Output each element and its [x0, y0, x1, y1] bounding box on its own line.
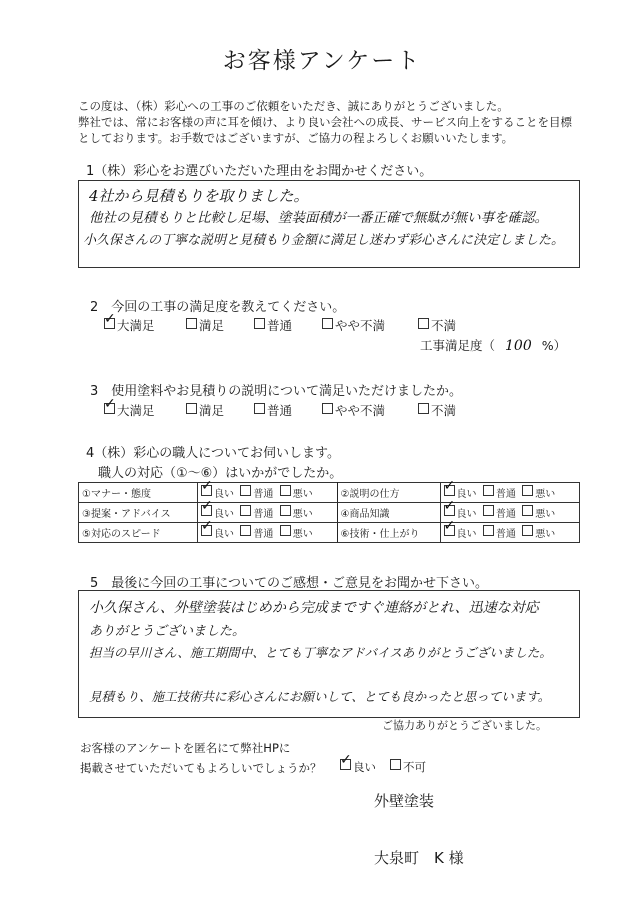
publish-question-line-2: 掲載させていただいてもよろしいでしょうか？ [80, 761, 322, 775]
q3-option-5[interactable]: 不満 [418, 401, 456, 419]
rating-choices: ✓ 良い 普通 悪い [440, 523, 580, 543]
q4-heading: 4（株）彩心の職人についてお伺いします。 [86, 446, 340, 461]
checkbox-icon[interactable] [254, 318, 265, 329]
checkbox-icon[interactable] [483, 505, 494, 516]
checkbox-icon[interactable] [483, 485, 494, 496]
customer-name: 大泉町 K 様 [374, 849, 464, 867]
q5-heading: 5 最後に今回の工事についてのご感想・ご意見をお聞かせ下さい。 [90, 576, 489, 591]
table-row [79, 483, 580, 503]
rating-item-label: ③提案・アドバイス [79, 503, 198, 523]
checkbox-icon[interactable] [483, 525, 494, 536]
checkbox-icon[interactable] [201, 485, 212, 496]
publish-option-yes[interactable]: ✓ 良い [340, 759, 376, 775]
checkbox-icon[interactable] [322, 403, 333, 414]
rating-item-label: ⑥技術・仕上がり [337, 523, 440, 543]
thanks-note: ご協力ありがとうございました。 [382, 719, 547, 732]
q2-option-2[interactable]: 満足 [186, 316, 224, 334]
q2-option-3[interactable]: 普通 [254, 316, 292, 334]
checkbox-icon[interactable] [240, 505, 251, 516]
rating-choices: ✓ 良い 普通 悪い [440, 483, 580, 503]
publish-option-no[interactable]: 不可 [390, 759, 426, 775]
q3-option-4[interactable]: やや不満 [322, 401, 385, 419]
q5-answer-line-1: 小久保さん、外壁塗装はじめから完成まですぐ連絡がとれ、迅速な対応 [89, 600, 539, 616]
q1-answer-line-2: 他社の見積もりと比較し足場、塗装面積が一番正確で無駄が無い事を確認。 [89, 210, 548, 226]
rating-choices: ✓ 良い 普通 悪い [198, 483, 338, 503]
q3-heading: 3 使用塗料やお見積りの説明について満足いただけましたか。 [90, 384, 463, 399]
q2-satisfaction: 工事満足度（ 100 %） [420, 338, 567, 354]
intro-line-3: としております。お手数ではございますが、ご協力の程よろしくお願いいたします。 [78, 131, 514, 145]
intro-line-2: 弊社では、常にお客様の声に耳を傾け、より良い会社への成長、サービス向上をすることを目標 [78, 115, 573, 129]
checkbox-icon[interactable] [522, 505, 533, 516]
checkbox-icon[interactable] [201, 525, 212, 536]
q1-answer-box [78, 180, 580, 268]
checkbox-icon[interactable] [201, 505, 212, 516]
rating-choices: ✓ 良い 普通 悪い [440, 503, 580, 523]
q2-heading: 2 今回の工事の満足度を教えてください。 [90, 300, 346, 315]
page-title: お客様アンケート [222, 48, 422, 74]
q2-satisfaction-value: 100 [505, 338, 532, 354]
q1-heading: 1（株）彩心をお選びいただいた理由をお聞かせください。 [86, 164, 433, 179]
checkbox-icon[interactable] [322, 318, 333, 329]
q3-option-3[interactable]: 普通 [254, 401, 292, 419]
q5-answer-line-5: 見積もり、施工技術共に彩心さんにお願いして、とても良かったと思っています。 [89, 689, 551, 704]
checkbox-icon[interactable] [444, 485, 455, 496]
rating-item-label: ④商品知識 [337, 503, 440, 523]
checkbox-icon[interactable] [444, 505, 455, 516]
q1-answer-line-1: 4社から見積もりを取りました。 [89, 187, 309, 205]
table-row [79, 523, 580, 543]
checkbox-icon[interactable] [280, 525, 291, 536]
checkbox-icon[interactable] [418, 403, 429, 414]
intro-line-1: この度は、（株）彩心への工事のご依頼をいただき、誠にありがとうございました。 [78, 99, 509, 113]
rating-item-label: ②説明の仕方 [337, 483, 440, 503]
publish-question-line-1: お客様のアンケートを匿名にて弊社HPに [80, 741, 291, 755]
checkbox-icon[interactable] [418, 318, 429, 329]
q5-answer-line-2: ありがとうございました。 [89, 624, 246, 639]
rating-item-label: ⑤対応のスピード [79, 523, 198, 543]
q2-option-5[interactable]: 不満 [418, 316, 456, 334]
q3-option-2[interactable]: 満足 [186, 401, 224, 419]
checkbox-icon[interactable] [186, 318, 197, 329]
checkbox-icon[interactable] [240, 485, 251, 496]
checkbox-icon[interactable] [104, 318, 115, 329]
checkbox-icon[interactable] [254, 403, 265, 414]
rating-choices: ✓ 良い 普通 悪い [198, 523, 338, 543]
checkbox-icon[interactable] [186, 403, 197, 414]
checkbox-icon[interactable] [240, 525, 251, 536]
q4-subheading: 職人の対応（①～⑥）はいかがでしたか。 [98, 466, 343, 481]
q5-answer-line-3: 担当の早川さん、施工期間中、とても丁寧なアドバイスありがとうございました。 [89, 645, 552, 660]
checkbox-icon[interactable] [340, 759, 351, 770]
checkbox-icon[interactable] [104, 403, 115, 414]
checkbox-icon[interactable] [522, 525, 533, 536]
staff-rating-table [78, 482, 580, 543]
rating-choices: ✓ 良い 普通 悪い [198, 503, 338, 523]
checkbox-icon[interactable] [280, 505, 291, 516]
table-row [79, 503, 580, 523]
q2-option-1[interactable]: ✓大満足 [104, 316, 155, 334]
q2-option-4[interactable]: やや不満 [322, 316, 385, 334]
checkbox-icon[interactable] [444, 525, 455, 536]
work-type: 外壁塗装 [374, 792, 435, 810]
checkbox-icon[interactable] [390, 759, 401, 770]
checkbox-icon[interactable] [522, 485, 533, 496]
q5-answer-box [78, 590, 580, 718]
rating-item-label: ①マナー・態度 [79, 483, 198, 503]
checkbox-icon[interactable] [280, 485, 291, 496]
q1-answer-line-3: 小久保さんの丁寧な説明と見積もり金額に満足し迷わず彩心さんに決定しました。 [83, 233, 565, 248]
q3-option-1[interactable]: ✓大満足 [104, 401, 155, 419]
